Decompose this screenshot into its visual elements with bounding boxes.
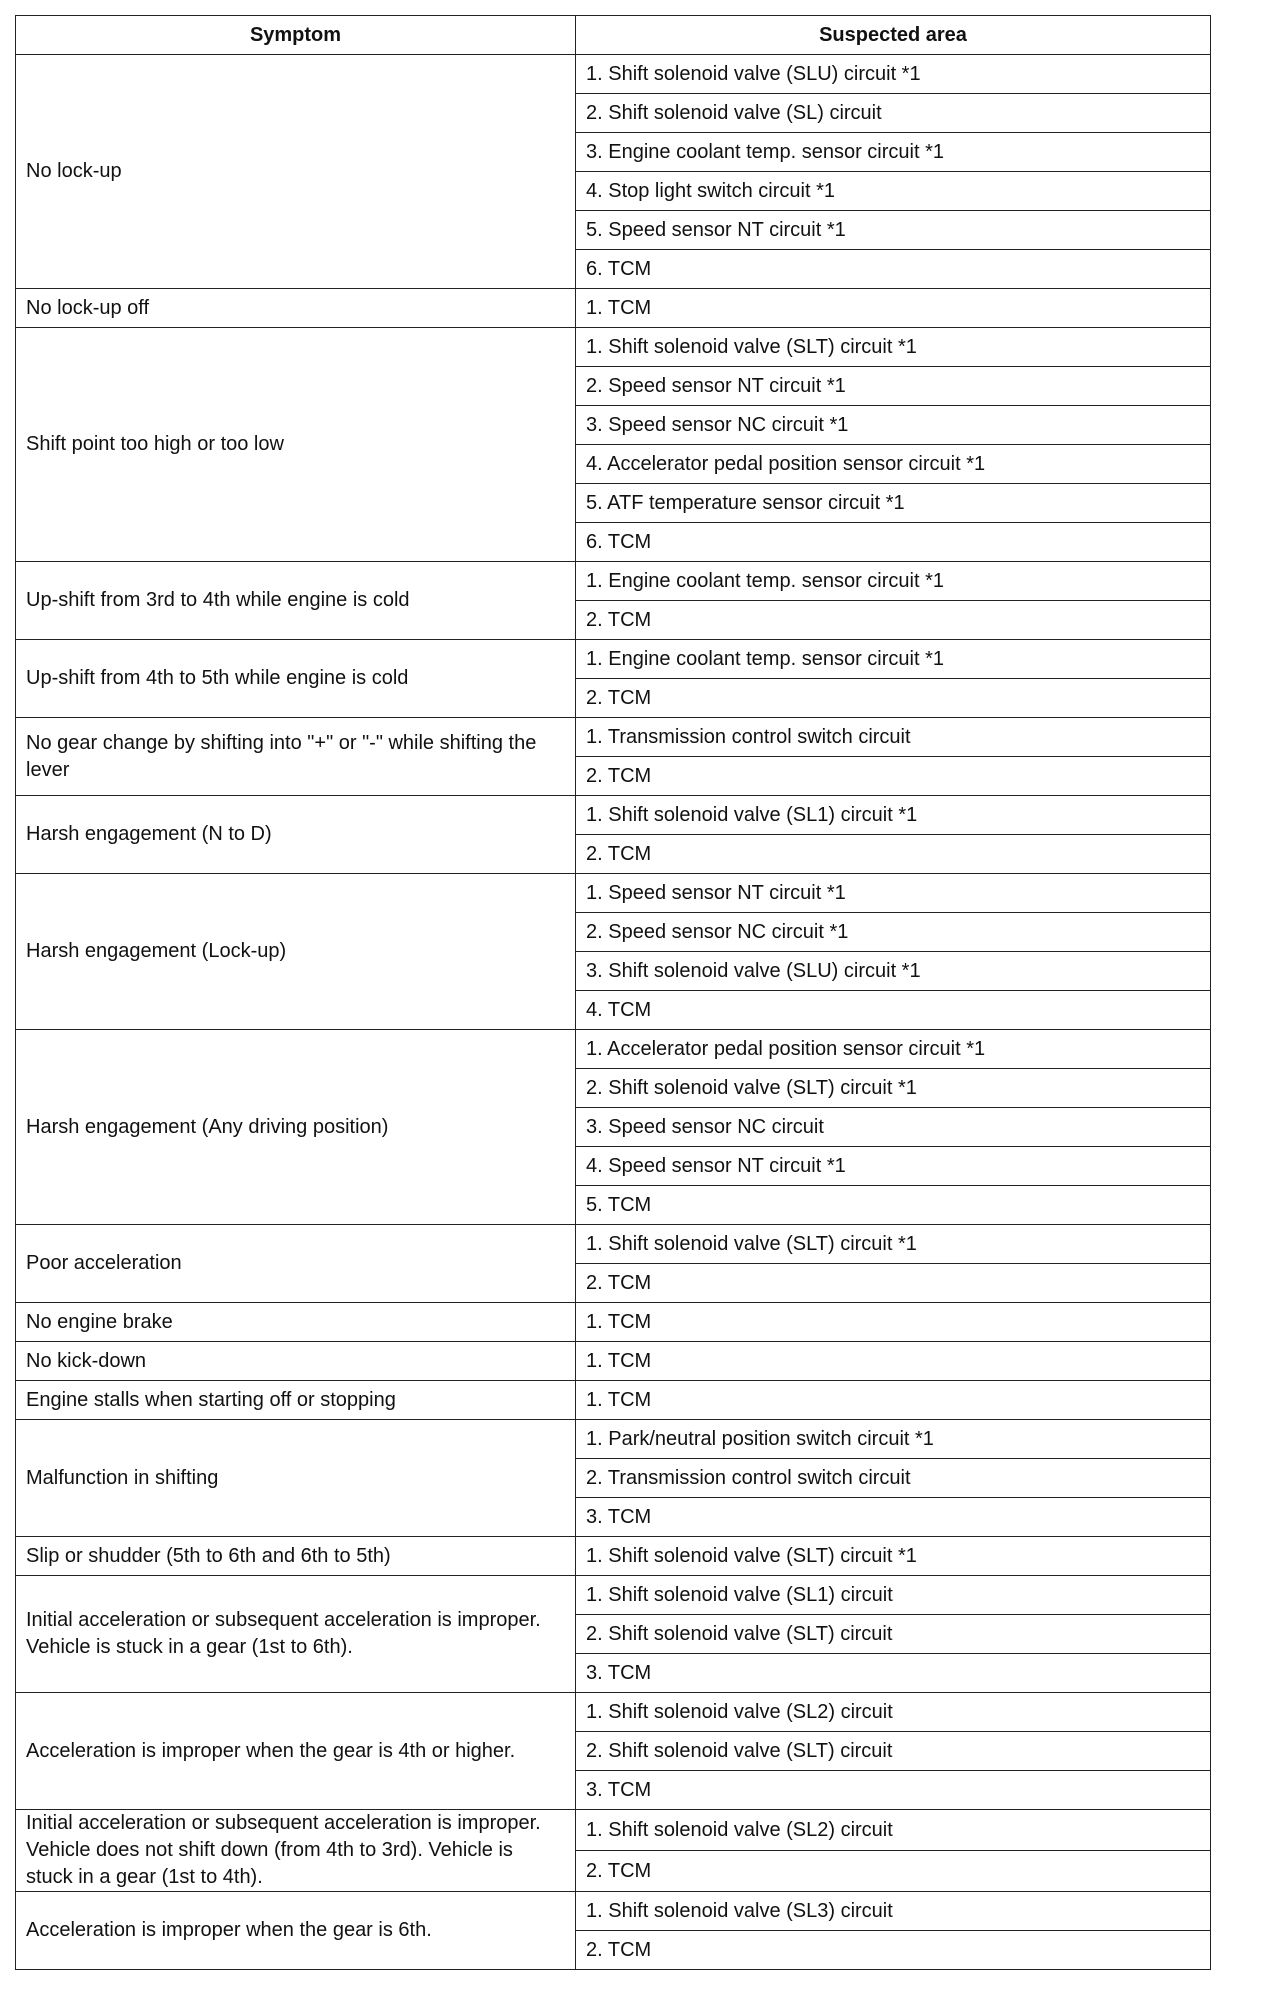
suspected-area-cell: 2. TCM [576,1851,1211,1892]
table-row [16,1303,1211,1342]
table-row [16,55,1211,94]
suspected-area-cell: 3. Speed sensor NC circuit [576,1108,1211,1147]
suspected-area-cell: 2. Speed sensor NC circuit *1 [576,913,1211,952]
suspected-area-cell: 5. Speed sensor NT circuit *1 [576,211,1211,250]
symptom-cell: No lock-up off [16,289,576,328]
table-body [16,55,1211,1970]
suspected-area-cell: 2. Shift solenoid valve (SLT) circuit *1 [576,1069,1211,1108]
suspected-area-cell: 3. TCM [576,1771,1211,1810]
suspected-area-cell: 2. TCM [576,1264,1211,1303]
table-row [16,1381,1211,1420]
table-row [16,718,1211,757]
symptom-cell: Initial acceleration or subsequent acceleration is improper. Vehicle does not shift down (from 4th to 3rd). Vehicle is stuck in a gear (1st to 4th). [16,1810,576,1892]
symptom-cell: Acceleration is improper when the gear is 4th or higher. [16,1693,576,1810]
suspected-area-cell: 1. TCM [576,1381,1211,1420]
suspected-area-cell: 3. TCM [576,1498,1211,1537]
symptom-column-header: Symptom [16,16,576,55]
symptom-cell: Up-shift from 4th to 5th while engine is cold [16,640,576,718]
symptom-cell: Harsh engagement (N to D) [16,796,576,874]
table-row [16,1225,1211,1264]
table-row [16,1892,1211,1931]
suspected-area-cell: 1. Shift solenoid valve (SL1) circuit *1 [576,796,1211,835]
symptom-cell: Initial acceleration or subsequent acceleration is improper. Vehicle is stuck in a gear (1st to 6th). [16,1576,576,1693]
suspected-area-cell: 5. ATF temperature sensor circuit *1 [576,484,1211,523]
symptom-cell: Slip or shudder (5th to 6th and 6th to 5th) [16,1537,576,1576]
table-header-row [16,16,1211,55]
suspected-area-cell: 3. Shift solenoid valve (SLU) circuit *1 [576,952,1211,991]
suspected-area-cell: 3. Engine coolant temp. sensor circuit *1 [576,133,1211,172]
suspected-area-cell: 2. TCM [576,835,1211,874]
symptom-cell: Harsh engagement (Lock-up) [16,874,576,1030]
suspected-area-cell: 2. Speed sensor NT circuit *1 [576,367,1211,406]
table-row [16,1576,1211,1615]
suspected-area-cell: 1. Engine coolant temp. sensor circuit *1 [576,562,1211,601]
suspected-area-cell: 1. Engine coolant temp. sensor circuit *1 [576,640,1211,679]
suspected-area-cell: 1. Shift solenoid valve (SL2) circuit [576,1810,1211,1851]
table-row [16,1420,1211,1459]
symptom-cell: No engine brake [16,1303,576,1342]
symptom-cell: Engine stalls when starting off or stopping [16,1381,576,1420]
symptom-cell: Shift point too high or too low [16,328,576,562]
table-row [16,1537,1211,1576]
table-row [16,1810,1211,1851]
suspected-area-cell: 1. Shift solenoid valve (SLU) circuit *1 [576,55,1211,94]
suspected-area-cell: 2. TCM [576,757,1211,796]
suspected-area-cell: 5. TCM [576,1186,1211,1225]
suspected-area-cell: 4. Stop light switch circuit *1 [576,172,1211,211]
table-row [16,1342,1211,1381]
table-row [16,640,1211,679]
symptom-cell: Malfunction in shifting [16,1420,576,1537]
symptom-cell: No kick-down [16,1342,576,1381]
table-row [16,1693,1211,1732]
symptom-cell: No gear change by shifting into "+" or "-" while shifting the lever [16,718,576,796]
suspected-area-cell: 4. TCM [576,991,1211,1030]
suspected-area-cell: 1. Shift solenoid valve (SL3) circuit [576,1892,1211,1931]
suspected-area-cell: 2. Shift solenoid valve (SLT) circuit [576,1615,1211,1654]
suspected-area-cell: 1. Shift solenoid valve (SL1) circuit [576,1576,1211,1615]
suspected-area-column-header: Suspected area [576,16,1211,55]
table-row [16,289,1211,328]
suspected-area-cell: 2. TCM [576,1931,1211,1970]
suspected-area-cell: 1. TCM [576,1342,1211,1381]
suspected-area-cell: 2. TCM [576,679,1211,718]
suspected-area-cell: 1. TCM [576,1303,1211,1342]
suspected-area-cell: 2. Shift solenoid valve (SL) circuit [576,94,1211,133]
suspected-area-cell: 1. Shift solenoid valve (SL2) circuit [576,1693,1211,1732]
symptom-cell: Poor acceleration [16,1225,576,1303]
symptom-cell: Up-shift from 3rd to 4th while engine is cold [16,562,576,640]
suspected-area-cell: 4. Speed sensor NT circuit *1 [576,1147,1211,1186]
suspected-area-cell: 1. Park/neutral position switch circuit *1 [576,1420,1211,1459]
suspected-area-cell: 3. Speed sensor NC circuit *1 [576,406,1211,445]
table-row [16,328,1211,367]
suspected-area-cell: 1. Shift solenoid valve (SLT) circuit *1 [576,328,1211,367]
suspected-area-cell: 1. Transmission control switch circuit [576,718,1211,757]
suspected-area-cell: 2. Shift solenoid valve (SLT) circuit [576,1732,1211,1771]
suspected-area-cell: 1. Accelerator pedal position sensor circuit *1 [576,1030,1211,1069]
symptom-cell: Acceleration is improper when the gear is 6th. [16,1892,576,1970]
suspected-area-cell: 2. Transmission control switch circuit [576,1459,1211,1498]
suspected-area-cell: 6. TCM [576,523,1211,562]
table-row [16,874,1211,913]
symptom-cell: No lock-up [16,55,576,289]
suspected-area-cell: 1. Shift solenoid valve (SLT) circuit *1 [576,1537,1211,1576]
suspected-area-cell: 1. TCM [576,289,1211,328]
suspected-area-cell: 1. Shift solenoid valve (SLT) circuit *1 [576,1225,1211,1264]
symptom-cell: Harsh engagement (Any driving position) [16,1030,576,1225]
symptom-table [15,15,1211,1970]
suspected-area-cell: 6. TCM [576,250,1211,289]
suspected-area-cell: 4. Accelerator pedal position sensor circuit *1 [576,445,1211,484]
suspected-area-cell: 2. TCM [576,601,1211,640]
table-row [16,562,1211,601]
suspected-area-cell: 1. Speed sensor NT circuit *1 [576,874,1211,913]
table-row [16,796,1211,835]
suspected-area-cell: 3. TCM [576,1654,1211,1693]
table-row [16,1030,1211,1069]
